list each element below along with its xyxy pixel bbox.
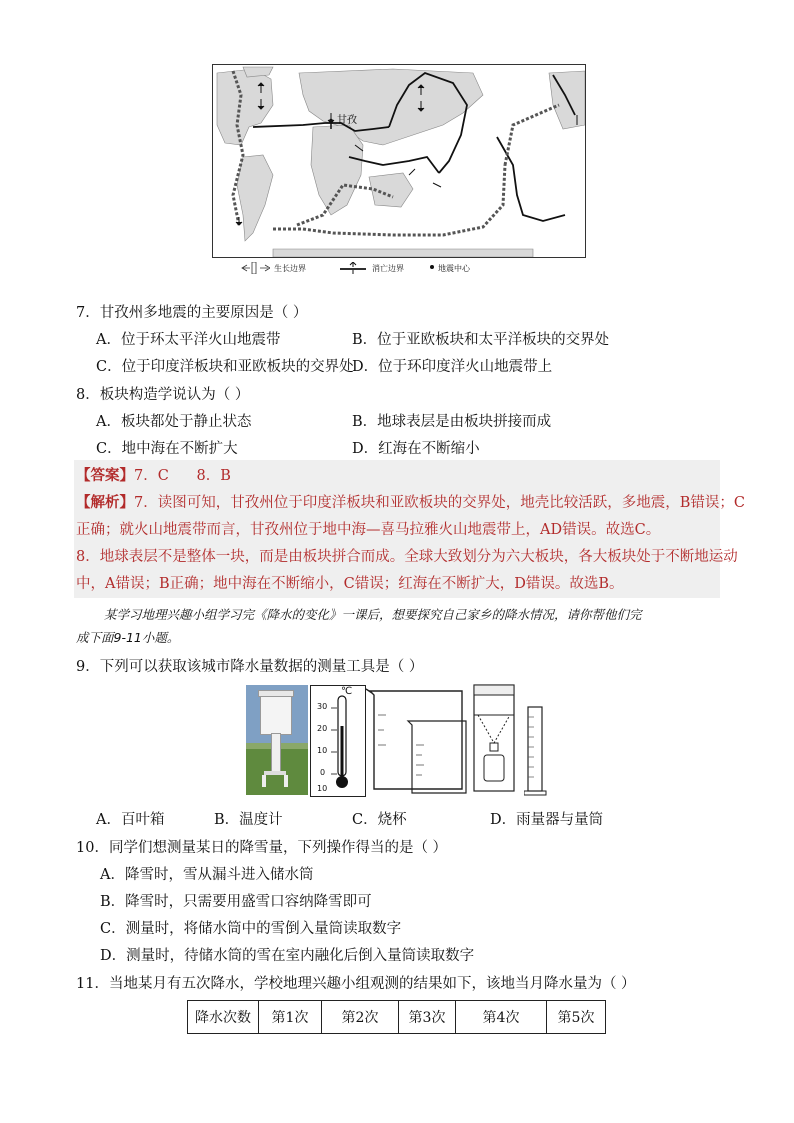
answer-line [76, 464, 231, 485]
q7-stem: 7．甘孜州多地震的主要原因是（ ） [76, 305, 308, 321]
analysis-line-4: 中，A错误；B正确；地中海在不断缩小，C错误；红海在不断扩大，D错误。故选B。 [76, 576, 624, 592]
south-america-land [237, 155, 273, 241]
intro-line-1: 某学习地理兴趣小组学习完《降水的变化》一课后，想要探究自己家乡的降水情况，请你帮他们完 [104, 607, 642, 622]
plate-map-svg [213, 65, 585, 257]
q8-stem: 8．板块构造学说认为（ ） [76, 387, 250, 403]
q9-option-c[interactable]: C．烧杯 [352, 812, 407, 828]
table-row [188, 1001, 606, 1034]
q8-option-d[interactable]: D．红海在不断缩小 [352, 441, 480, 457]
north-america-land [217, 69, 273, 145]
measuring-cylinder-figure [524, 705, 548, 797]
analysis-tag: 【解析】 [76, 494, 134, 511]
thermo-tick: 0 [320, 768, 326, 777]
thermometer-figure [310, 685, 366, 797]
thermo-tick: 30 [317, 702, 328, 711]
table-header-cell: 第1次 [259, 1001, 322, 1034]
q9-option-d[interactable]: D．雨量器与量筒 [490, 812, 604, 828]
q7-option-a[interactable]: A．位于环太平洋火山地震带 [96, 332, 281, 348]
rain-gauge-figure [472, 683, 518, 795]
analysis-line-3: 8．地球表层不是整体一块，而是由板块拼合而成。全球大致划分为六大板块，各大板块处于不断地运动 [76, 549, 738, 565]
spreading-boundary-icon [240, 262, 270, 274]
greenland-land [243, 67, 273, 77]
africa-land [311, 125, 363, 215]
thermo-tick: 10 [317, 746, 328, 755]
q10-option-b[interactable]: B．降雪时，只需要用盛雪口容纳降雪即可 [100, 894, 372, 910]
analysis-line-1 [76, 491, 745, 512]
stevenson-screen-photo [246, 685, 308, 795]
table-header-cell: 第2次 [322, 1001, 399, 1034]
q8-option-a[interactable]: A．板块都处于静止状态 [96, 414, 252, 430]
q10-option-a[interactable]: A．降雪时，雪从漏斗进入储水筒 [100, 867, 314, 883]
q10-stem: 10．同学们想测量某日的降雪量，下列操作得当的是（ ） [76, 840, 448, 856]
q10-option-c[interactable]: C．测量时，将储水筒中的雪倒入量筒读取数字 [100, 921, 402, 937]
pacific-rise [505, 105, 559, 165]
table-header-cell: 第5次 [547, 1001, 606, 1034]
answer-tag: 【答案】 [76, 467, 134, 484]
legend-label: 消亡边界 [372, 264, 404, 273]
antarctica-land [273, 249, 533, 257]
plate-map [212, 64, 586, 258]
intro-line-2: 成下面9-11小题。 [76, 630, 180, 645]
epicenter-dot-icon [430, 265, 434, 269]
beakers-figure [366, 685, 470, 795]
subduction-boundary-icon [340, 262, 366, 274]
table-header-cell: 第3次 [399, 1001, 456, 1034]
table-header-cell: 降水次数 [188, 1001, 259, 1034]
q11-stem: 11．当地某月有五次降水，学校地理兴趣小组观测的结果如下，该地当月降水量为（ ） [76, 976, 636, 992]
thermo-tick: 20 [317, 724, 328, 733]
q9-option-a[interactable]: A．百叶箱 [96, 812, 165, 828]
thermo-unit: ℃ [341, 686, 353, 697]
legend-label: 生长边界 [274, 264, 306, 273]
analysis-text: 7．读图可知，甘孜州位于印度洋板块和亚欧板块的交界处，地壳比较活跃，多地震，B错误；C [134, 495, 745, 511]
q9-stem: 9．下列可以获取该城市降水量数据的测量工具是（ ） [76, 659, 424, 675]
legend-label: 地震中心 [438, 264, 470, 273]
thermo-tick: 10 [317, 784, 328, 793]
arrow-icon [409, 169, 415, 175]
q10-option-d[interactable]: D．测量时，待储水筒的雪在室内融化后倒入量筒读取数字 [100, 948, 475, 964]
map-legend [240, 262, 500, 276]
q8-option-b[interactable]: B．地球表层是由板块拼接而成 [352, 414, 552, 430]
arrow-icon [433, 183, 441, 187]
indonesia-boundary [349, 157, 439, 173]
q8-option-c[interactable]: C．地中海在不断扩大 [96, 441, 238, 457]
answer-text: 7．C 8．B [134, 468, 231, 484]
analysis-line-2: 正确；就火山地震带而言，甘孜州位于地中海—喜马拉雅火山地震带上，AD错误。故选C。 [76, 522, 661, 538]
rainfall-table [187, 1000, 606, 1034]
q9-option-b[interactable]: B．温度计 [214, 812, 283, 828]
q7-option-b[interactable]: B．位于亚欧板块和太平洋板块的交界处 [352, 332, 610, 348]
q7-option-c[interactable]: C．位于印度洋板块和亚欧板块的交界处 [96, 359, 354, 375]
table-header-cell: 第4次 [456, 1001, 547, 1034]
map-city-label: 甘孜 [337, 115, 357, 126]
q7-option-d[interactable]: D．位于环印度洋火山地震带上 [352, 359, 553, 375]
